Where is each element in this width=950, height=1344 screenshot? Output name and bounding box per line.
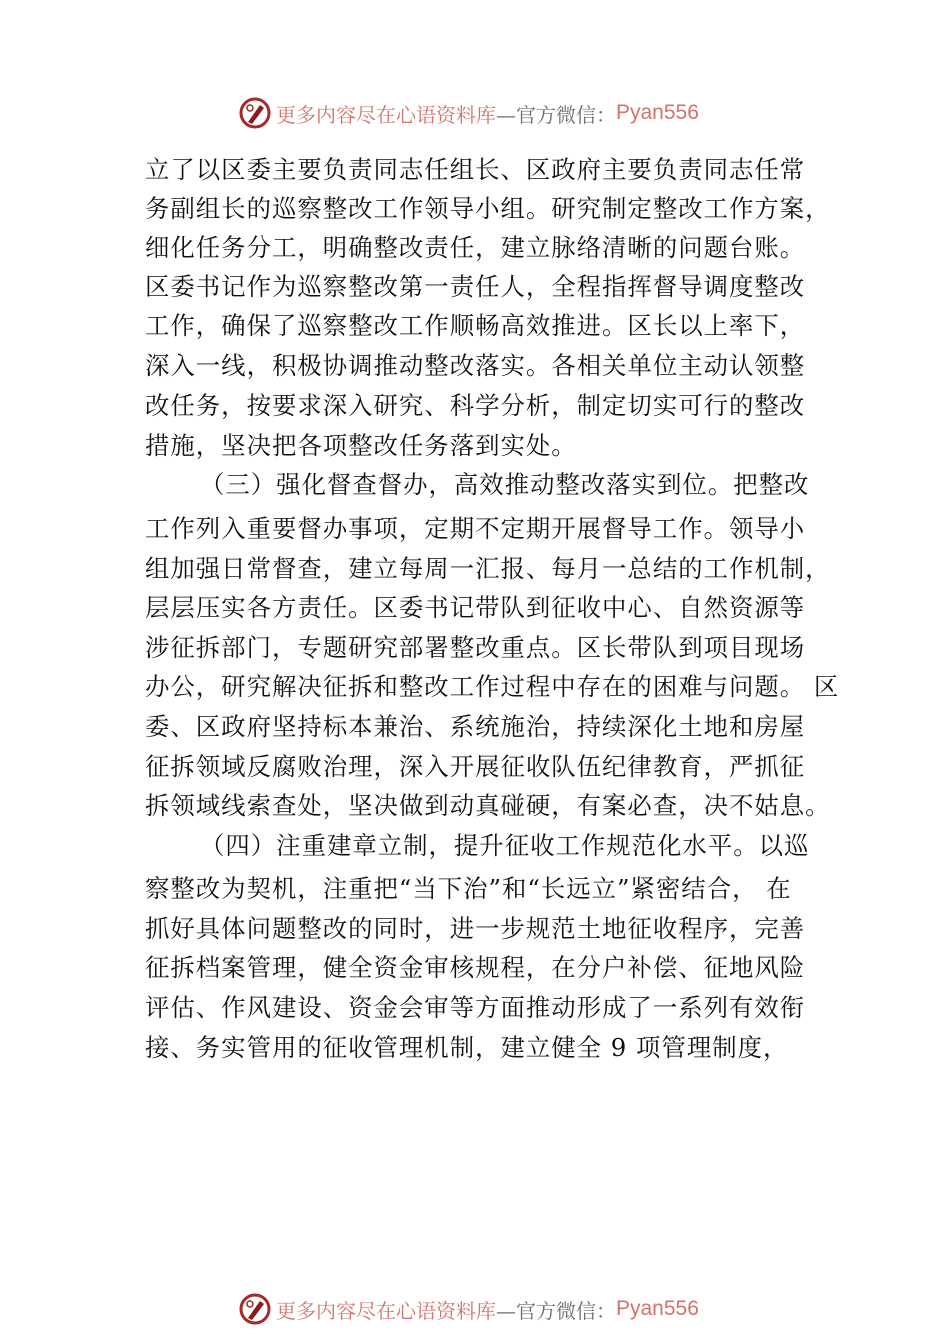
text-line: 察整改为契机，注重把“当下治”和“长远立”紧密结合， 在 [145, 874, 792, 903]
text-line: 征拆领域反腐败治理，深入开展征收队伍纪律教育，严抓征 [145, 752, 806, 781]
text-line: 委、区政府坚持标本兼治、系统施治，持续深化土地和房屋 [145, 712, 806, 741]
header-banner [238, 96, 699, 130]
banner-wechat-id: Pyan556 [616, 1297, 699, 1320]
text-line: 办公，研究解决征拆和整改工作过程中存在的困难与问题。 区 [145, 672, 840, 701]
banner-brand: 更多内容尽在心语资料库 [276, 1298, 496, 1323]
text-line: 接、务实管用的征收管理机制，建立健全 9 项管理制度， [145, 1033, 789, 1062]
banner-wechat-id: Pyan556 [616, 101, 699, 124]
text-line: 组加强日常督查，建立每周一汇报、每月一总结的工作机制， [145, 554, 831, 583]
text-line: 评估、作风建设、资金会审等方面推动形成了一系列有效衔 [145, 993, 806, 1022]
text-line: 改任务，按要求深入研究、科学分析，制定切实可行的整改 [145, 391, 806, 420]
text-line: 务副组长的巡察整改工作领导小组。研究制定整改工作方案， [145, 194, 831, 223]
banner-separator: —官方微信： [496, 1298, 616, 1323]
text-line: 深入一线，积极协调推动整改落实。各相关单位主动认领整 [145, 351, 806, 380]
text-line: 立了以区委主要负责同志任组长、区政府主要负责同志任常 [145, 155, 806, 184]
banner-brand: 更多内容尽在心语资料库 [276, 102, 496, 127]
text-line: 细化任务分工，明确整改责任，建立脉络清晰的问题台账。 [145, 233, 806, 262]
footer-banner [238, 1292, 699, 1326]
text-line: 抓好具体问题整改的同时，进一步规范土地征收程序，完善 [145, 914, 806, 943]
section-heading-3: （三）强化督查督办，高效推动整改落实到位。把整改 [200, 470, 810, 499]
text-line: 措施，坚决把各项整改任务落到实处。 [145, 431, 577, 460]
text-line: 工作，确保了巡察整改工作顺畅高效推进。区长以上率下， [145, 311, 806, 340]
banner-separator: —官方微信： [496, 102, 616, 127]
text-line: 区委书记作为巡察整改第一责任人，全程指挥督导调度整改 [145, 272, 806, 301]
text-line: 拆领域线索查处，坚决做到动真碰硬，有案必查，决不姑息。 [145, 791, 831, 820]
text-line: 工作列入重要督办事项，定期不定期开展督导工作。领导小 [145, 514, 806, 543]
text-line: 涉征拆部门，专题研究部署整改重点。区长带队到项目现场 [145, 633, 806, 662]
pen-logo-icon [238, 96, 272, 130]
pen-logo-icon [238, 1292, 272, 1326]
text-line: 层层压实各方责任。区委书记带队到征收中心、自然资源等 [145, 593, 806, 622]
section-heading-4: （四）注重建章立制，提升征收工作规范化水平。以巡 [200, 831, 810, 860]
text-line: 征拆档案管理，健全资金审核规程，在分户补偿、征地风险 [145, 953, 806, 982]
